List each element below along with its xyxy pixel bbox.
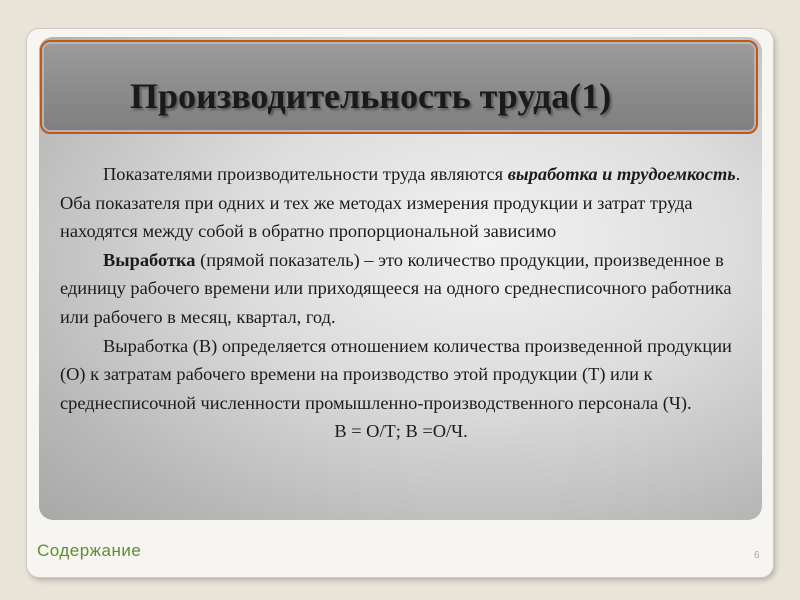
paragraph-1 bbox=[60, 160, 742, 246]
paragraph-2 bbox=[60, 246, 742, 332]
slide-title: Производительность труда(1) bbox=[130, 76, 612, 116]
paragraph-2-text: (прямой показатель) – это количество продукции, произведенное в единицу рабочего времени или приходящееся на одного среднесписочного работника или рабочего в месяц, квартал, год. bbox=[60, 249, 732, 327]
paragraph-1-text-a: Показателями производительности труда являются bbox=[103, 164, 508, 184]
slide-body bbox=[60, 160, 742, 446]
formula: В = О/Т; В =О/Ч. bbox=[334, 421, 468, 442]
paragraph-3: Выработка (В) определяется отношением количества произведенной продукции (О) к затратам рабочего времени на производство этой продукции (Т) или к среднесписочной численности промышленно-производственного персонала (Ч). bbox=[60, 335, 732, 413]
contents-link[interactable]: Содержание bbox=[37, 541, 142, 560]
slide-number: 6 bbox=[754, 550, 760, 561]
paragraph-2-term: Выработка bbox=[103, 249, 196, 270]
paragraph-1-emphasis: выработка и трудоемкость bbox=[507, 164, 736, 184]
paragraph-1-text-b: . Оба показателя при одних и тех же методах измерения продукции и затрат труда находятся между собой в обратно пропорциональной зависимо bbox=[60, 164, 741, 242]
